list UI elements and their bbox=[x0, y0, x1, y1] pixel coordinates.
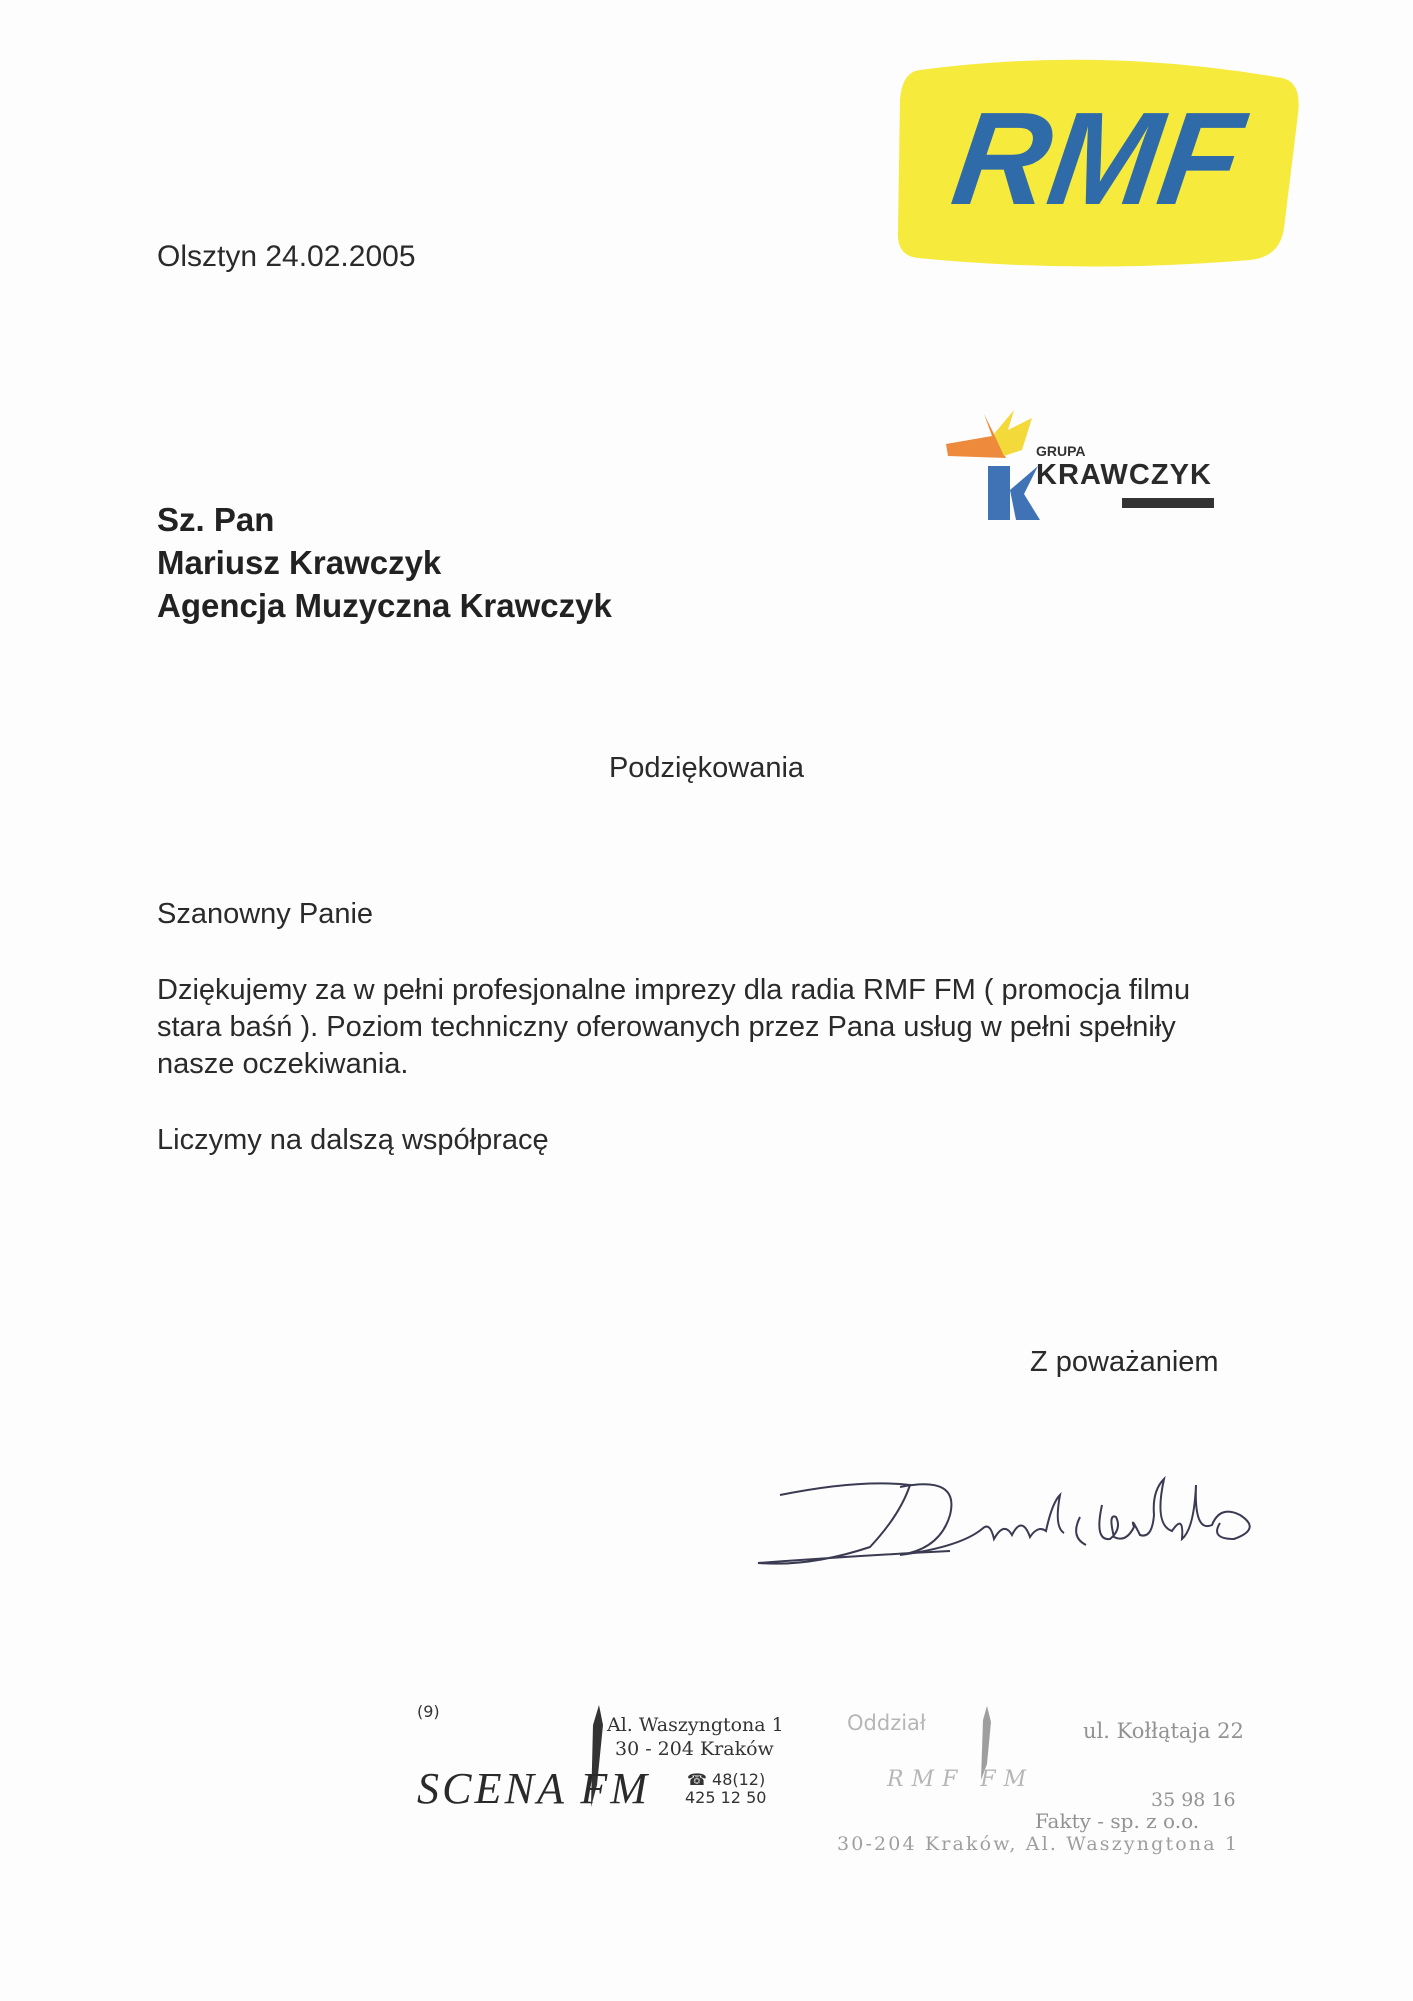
scena-phone2: 425 12 50 bbox=[685, 1788, 767, 1807]
kk-tagline-bar bbox=[1122, 498, 1214, 508]
letter-subject: Podziękowania bbox=[608, 752, 805, 784]
letter-body: Dziękujemy za w pełni profesjonalne imprezy dla radia RMF FM ( promocja filmu stara baśń ). Poziom techniczny oferowanych przez Pana usług w pełni spełniły nasze oczekiwania. bbox=[157, 974, 1191, 1080]
grupa-krawczyk-logo bbox=[944, 404, 1234, 524]
scena-address1: Al. Waszyngtona 1 bbox=[607, 1714, 784, 1736]
rmf-stamp-line5: Fakty - sp. z o.o. bbox=[1035, 1809, 1200, 1833]
scena-phone1: ☎ 48(12) bbox=[687, 1770, 766, 1789]
recipient-title: Sz. Pan bbox=[157, 501, 275, 538]
kk-name-text: KRAWCZYK bbox=[1036, 459, 1211, 491]
signature bbox=[750, 1455, 1290, 1575]
closing-line: Liczymy na dalszą współpracę bbox=[157, 1124, 549, 1156]
rmf-stamp-street: ul. Kołłątaja 22 bbox=[1083, 1719, 1244, 1743]
scena-stamp-number: (9) bbox=[417, 1702, 440, 1721]
recipient-block bbox=[157, 498, 612, 627]
scena-address2: 30 - 204 Kraków bbox=[615, 1738, 774, 1760]
scena-fm-stamp bbox=[415, 1695, 795, 1835]
kk-grupa-text: GRUPA bbox=[1036, 443, 1086, 459]
rmf-stamp-line1: Oddział bbox=[847, 1711, 926, 1735]
rmf-logo-text: RMF bbox=[944, 85, 1252, 233]
recipient-company: Agencja Muzyczna Krawczyk bbox=[157, 587, 612, 624]
recipient-name: Mariusz Krawczyk bbox=[157, 544, 442, 581]
salutation: Szanowny Panie bbox=[157, 898, 374, 930]
rmf-stamp-line6: 30-204 Kraków, Al. Waszyngtona 1 bbox=[837, 1833, 1237, 1855]
rmf-logo bbox=[890, 52, 1300, 272]
scena-brand: SCENA FM bbox=[417, 1764, 647, 1813]
regards: Z poważaniem bbox=[1030, 1346, 1219, 1378]
rmf-stamp-line3: RMF FM bbox=[887, 1767, 1035, 1792]
letter-date: Olsztyn 24.02.2005 bbox=[157, 240, 416, 273]
rmf-stamp-phone: 35 98 16 bbox=[1151, 1789, 1236, 1811]
rmf-branch-stamp bbox=[835, 1700, 1255, 1870]
kk-blue-k bbox=[988, 466, 1040, 520]
